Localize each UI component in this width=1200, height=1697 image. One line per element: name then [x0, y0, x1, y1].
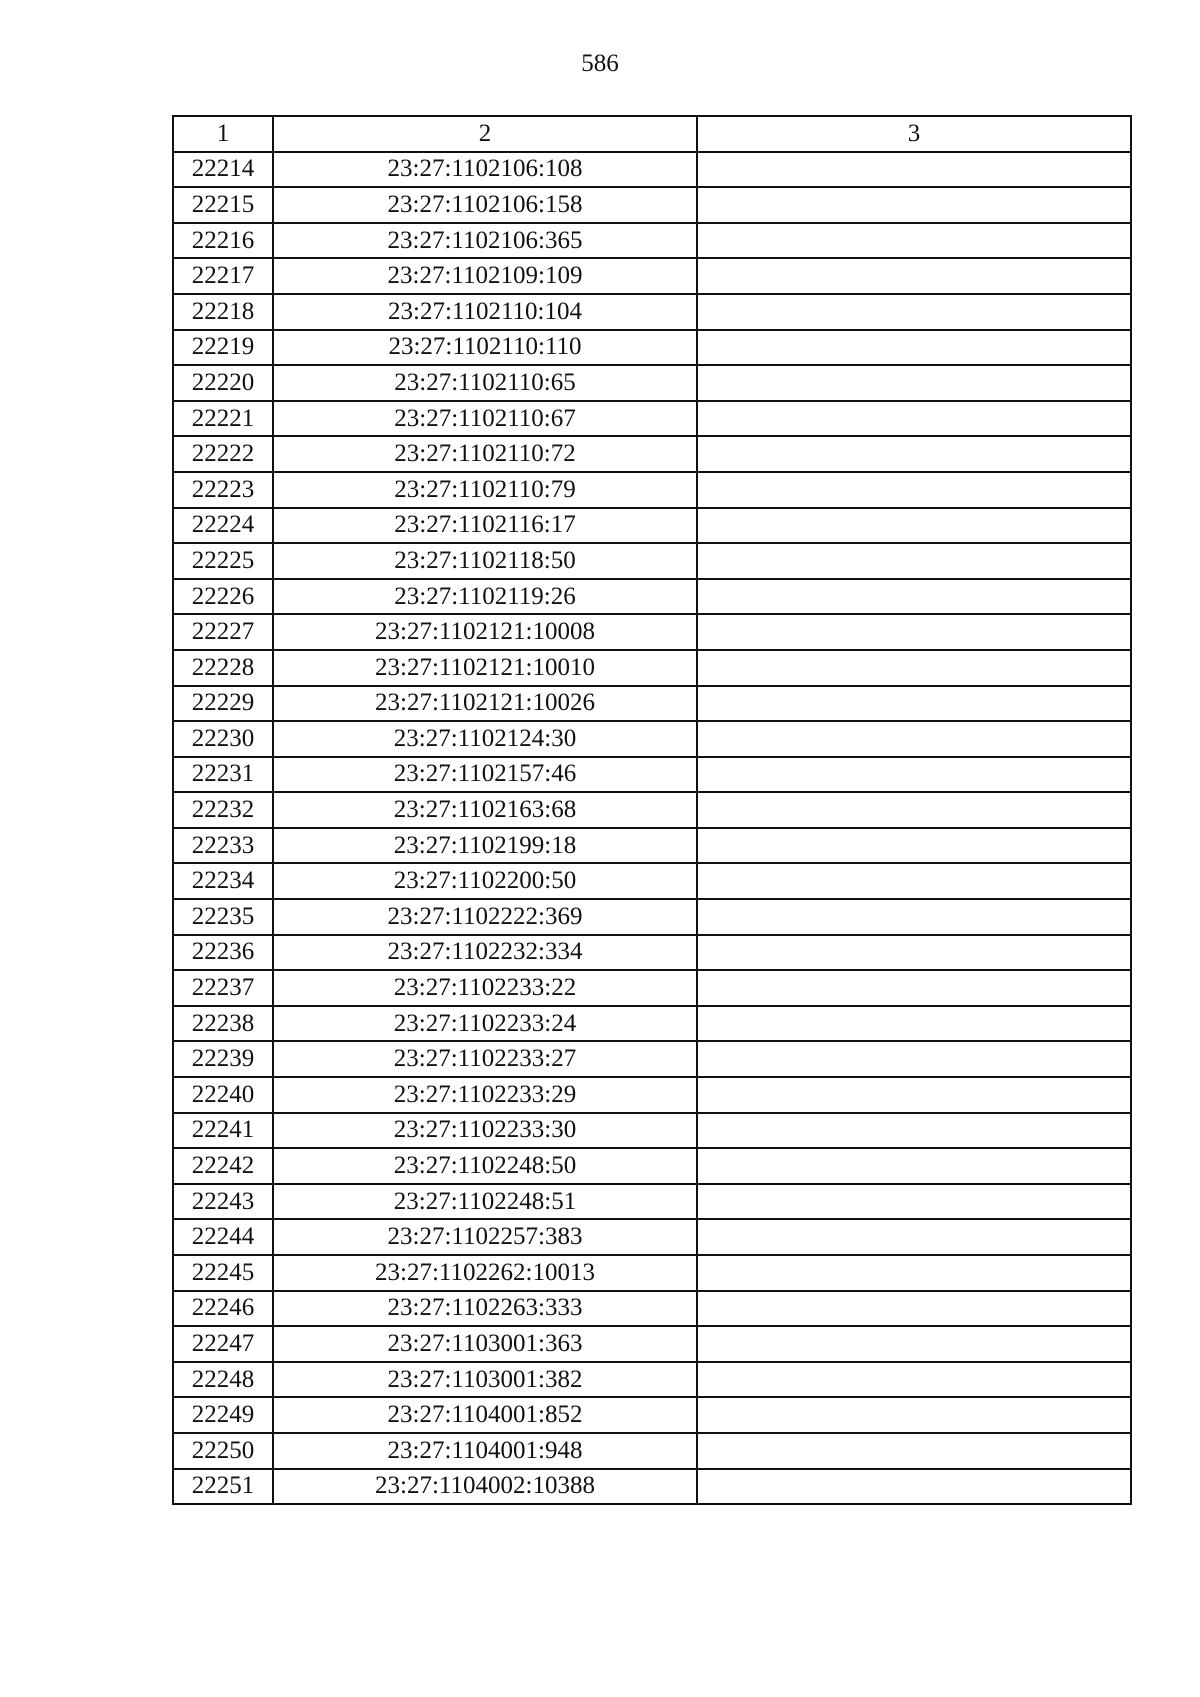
table-row	[173, 1219, 1131, 1255]
cadastral-number-cell: 23:27:1102199:18	[273, 828, 697, 864]
cadastral-number-cell: 23:27:1102106:365	[273, 223, 697, 259]
table-row	[173, 1255, 1131, 1291]
cadastral-number-cell: 23:27:1102110:67	[273, 401, 697, 437]
table-row	[173, 721, 1131, 757]
cadastral-number-cell: 23:27:1102233:24	[273, 1006, 697, 1042]
cadastral-number-cell: 23:27:1102110:110	[273, 330, 697, 366]
table-row	[173, 152, 1131, 188]
row-number-cell: 22224	[173, 508, 273, 544]
table-row	[173, 828, 1131, 864]
table-row	[173, 187, 1131, 223]
cadastral-number-cell: 23:27:1102110:79	[273, 472, 697, 508]
table-row	[173, 1041, 1131, 1077]
row-number-cell: 22246	[173, 1291, 273, 1327]
table-row	[173, 1006, 1131, 1042]
note-cell	[697, 223, 1131, 259]
note-cell	[697, 1184, 1131, 1220]
note-cell	[697, 508, 1131, 544]
cadastral-number-cell: 23:27:1102257:383	[273, 1219, 697, 1255]
cadastral-number-cell: 23:27:1102233:27	[273, 1041, 697, 1077]
row-number-cell: 22239	[173, 1041, 273, 1077]
note-cell	[697, 721, 1131, 757]
row-number-cell: 22216	[173, 223, 273, 259]
note-cell	[697, 935, 1131, 971]
table-row	[173, 330, 1131, 366]
note-cell	[697, 757, 1131, 793]
header-cell-3: 3	[697, 116, 1131, 152]
row-number-cell: 22223	[173, 472, 273, 508]
row-number-cell: 22247	[173, 1326, 273, 1362]
note-cell	[697, 1148, 1131, 1184]
header-cell-2: 2	[273, 116, 697, 152]
table-row	[173, 1362, 1131, 1398]
row-number-cell: 22237	[173, 970, 273, 1006]
header-row	[173, 116, 1131, 152]
table-row	[173, 436, 1131, 472]
cadastral-number-cell: 23:27:1103001:363	[273, 1326, 697, 1362]
table-row	[173, 899, 1131, 935]
note-cell	[697, 1291, 1131, 1327]
cadastral-number-cell: 23:27:1102116:17	[273, 508, 697, 544]
note-cell	[697, 1469, 1131, 1505]
row-number-cell: 22226	[173, 579, 273, 615]
table-row	[173, 1113, 1131, 1149]
cadastral-number-cell: 23:27:1102233:29	[273, 1077, 697, 1113]
row-number-cell: 22251	[173, 1469, 273, 1505]
row-number-cell: 22230	[173, 721, 273, 757]
row-number-cell: 22218	[173, 294, 273, 330]
row-number-cell: 22225	[173, 543, 273, 579]
note-cell	[697, 1397, 1131, 1433]
table-row	[173, 1326, 1131, 1362]
cadastral-number-cell: 23:27:1102263:333	[273, 1291, 697, 1327]
row-number-cell: 22244	[173, 1219, 273, 1255]
row-number-cell: 22240	[173, 1077, 273, 1113]
table-row	[173, 579, 1131, 615]
note-cell	[697, 970, 1131, 1006]
cadastral-number-cell: 23:27:1102110:65	[273, 365, 697, 401]
table-row	[173, 1433, 1131, 1469]
row-number-cell: 22214	[173, 152, 273, 188]
cadastral-number-cell: 23:27:1102262:10013	[273, 1255, 697, 1291]
row-number-cell: 22220	[173, 365, 273, 401]
table-row	[173, 1148, 1131, 1184]
note-cell	[697, 1433, 1131, 1469]
table-row	[173, 1184, 1131, 1220]
note-cell	[697, 1041, 1131, 1077]
row-number-cell: 22236	[173, 935, 273, 971]
cadastral-number-cell: 23:27:1102248:50	[273, 1148, 697, 1184]
row-number-cell: 22242	[173, 1148, 273, 1184]
cadastral-number-cell: 23:27:1102233:30	[273, 1113, 697, 1149]
note-cell	[697, 543, 1131, 579]
table-row	[173, 543, 1131, 579]
note-cell	[697, 330, 1131, 366]
note-cell	[697, 614, 1131, 650]
row-number-cell: 22229	[173, 686, 273, 722]
cadastral-number-cell: 23:27:1102157:46	[273, 757, 697, 793]
cadastral-number-cell: 23:27:1102119:26	[273, 579, 697, 615]
table-row	[173, 401, 1131, 437]
note-cell	[697, 187, 1131, 223]
note-cell	[697, 436, 1131, 472]
note-cell	[697, 294, 1131, 330]
cadastral-number-cell: 23:27:1102124:30	[273, 721, 697, 757]
table-row	[173, 223, 1131, 259]
cadastral-number-cell: 23:27:1102110:72	[273, 436, 697, 472]
note-cell	[697, 579, 1131, 615]
row-number-cell: 22238	[173, 1006, 273, 1042]
page-number: 586	[581, 50, 619, 77]
note-cell	[697, 1077, 1131, 1113]
note-cell	[697, 686, 1131, 722]
row-number-cell: 22227	[173, 614, 273, 650]
row-number-cell: 22219	[173, 330, 273, 366]
cadastral-number-cell: 23:27:1102109:109	[273, 258, 697, 294]
row-number-cell: 22250	[173, 1433, 273, 1469]
row-number-cell: 22241	[173, 1113, 273, 1149]
note-cell	[697, 152, 1131, 188]
table-row	[173, 614, 1131, 650]
note-cell	[697, 863, 1131, 899]
note-cell	[697, 650, 1131, 686]
row-number-cell: 22221	[173, 401, 273, 437]
table-row	[173, 863, 1131, 899]
table-row	[173, 970, 1131, 1006]
cadastral-number-cell: 23:27:1102106:158	[273, 187, 697, 223]
data-table	[172, 115, 1132, 1505]
note-cell	[697, 1255, 1131, 1291]
note-cell	[697, 792, 1131, 828]
note-cell	[697, 1113, 1131, 1149]
note-cell	[697, 1006, 1131, 1042]
table-row	[173, 650, 1131, 686]
table-row	[173, 1077, 1131, 1113]
cadastral-number-cell: 23:27:1102121:10026	[273, 686, 697, 722]
table-row	[173, 294, 1131, 330]
row-number-cell: 22222	[173, 436, 273, 472]
note-cell	[697, 401, 1131, 437]
table-row	[173, 365, 1131, 401]
header-cell-1: 1	[173, 116, 273, 152]
cadastral-number-cell: 23:27:1104001:948	[273, 1433, 697, 1469]
table-row	[173, 792, 1131, 828]
cadastral-number-cell: 23:27:1103001:382	[273, 1362, 697, 1398]
note-cell	[697, 472, 1131, 508]
table-row	[173, 1469, 1131, 1505]
row-number-cell: 22232	[173, 792, 273, 828]
cadastral-number-cell: 23:27:1102222:369	[273, 899, 697, 935]
row-number-cell: 22233	[173, 828, 273, 864]
note-cell	[697, 1219, 1131, 1255]
cadastral-number-cell: 23:27:1102233:22	[273, 970, 697, 1006]
table-row	[173, 508, 1131, 544]
table-row	[173, 935, 1131, 971]
note-cell	[697, 1326, 1131, 1362]
table-row	[173, 258, 1131, 294]
note-cell	[697, 899, 1131, 935]
table-body	[173, 152, 1131, 1505]
cadastral-number-cell: 23:27:1102200:50	[273, 863, 697, 899]
row-number-cell: 22235	[173, 899, 273, 935]
table-row	[173, 1291, 1131, 1327]
row-number-cell: 22248	[173, 1362, 273, 1398]
table-row	[173, 1397, 1131, 1433]
cadastral-number-cell: 23:27:1102232:334	[273, 935, 697, 971]
cadastral-number-cell: 23:27:1102106:108	[273, 152, 697, 188]
cadastral-number-cell: 23:27:1102121:10010	[273, 650, 697, 686]
cadastral-number-cell: 23:27:1102163:68	[273, 792, 697, 828]
row-number-cell: 22231	[173, 757, 273, 793]
row-number-cell: 22215	[173, 187, 273, 223]
note-cell	[697, 828, 1131, 864]
row-number-cell: 22217	[173, 258, 273, 294]
row-number-cell: 22245	[173, 1255, 273, 1291]
cadastral-number-cell: 23:27:1104002:10388	[273, 1469, 697, 1505]
row-number-cell: 22234	[173, 863, 273, 899]
cadastral-number-cell: 23:27:1102248:51	[273, 1184, 697, 1220]
cadastral-number-cell: 23:27:1104001:852	[273, 1397, 697, 1433]
row-number-cell: 22249	[173, 1397, 273, 1433]
table-row	[173, 757, 1131, 793]
note-cell	[697, 258, 1131, 294]
row-number-cell: 22228	[173, 650, 273, 686]
cadastral-number-cell: 23:27:1102118:50	[273, 543, 697, 579]
row-number-cell: 22243	[173, 1184, 273, 1220]
cadastral-number-cell: 23:27:1102121:10008	[273, 614, 697, 650]
note-cell	[697, 365, 1131, 401]
note-cell	[697, 1362, 1131, 1398]
cadastral-number-cell: 23:27:1102110:104	[273, 294, 697, 330]
table-row	[173, 686, 1131, 722]
table-row	[173, 472, 1131, 508]
table-header	[173, 116, 1131, 152]
